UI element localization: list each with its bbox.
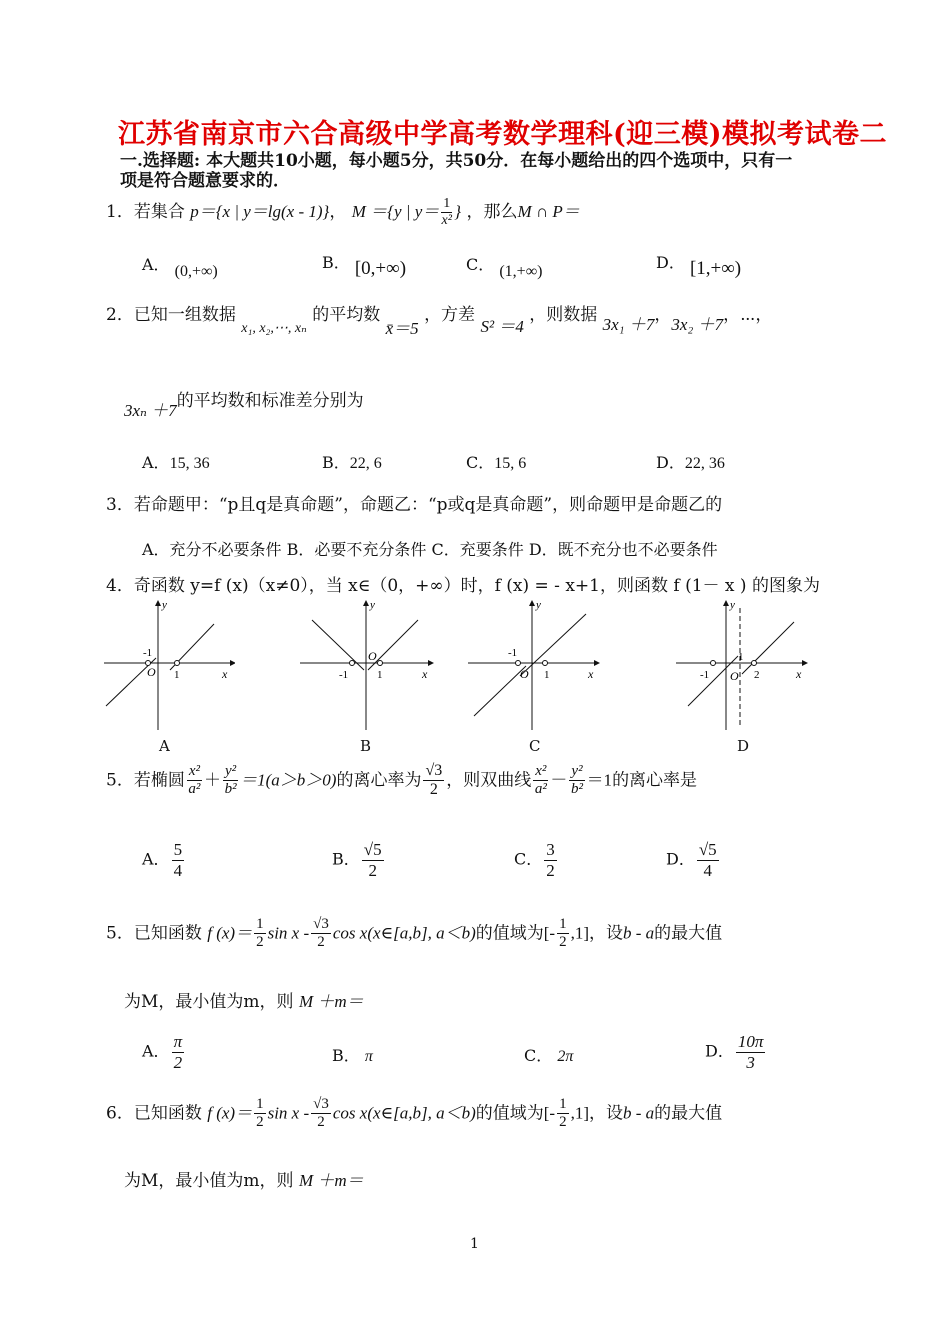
svg-text:y: y [370,599,375,611]
q5b-option-c: C． 2π [524,1046,574,1065]
q2-option-a: A．15, 36 [142,453,210,472]
question-3: 3．若命题甲：“p且q是真命题”，命题乙：“p或q是真命题”，则命题甲是命题乙的 [106,495,723,515]
graph-a-label: A [159,737,170,755]
svg-text:x: x [222,667,228,681]
svg-text:1: 1 [377,669,383,681]
svg-text:O: O [147,665,156,679]
svg-text:y: y [162,599,167,611]
svg-text:1: 1 [544,669,550,681]
svg-text:y: y [536,599,541,611]
question-4: 4．奇函数 y=f (x)（x≠0），当 x∈（0，+∞）时，f (x) = - x+1，则函数 f (1－ x ) 的图象为 [106,576,820,596]
question-1: 1．若集合 p＝{x | y＝lg(x - 1)}， M ＝{y | y＝ $\frac{1}{\text{x²}}$ } ，那么M ∩ P＝ [106,196,580,229]
question-6-line2: 为M，最小值为m，则 M ＋m＝ [124,1171,364,1191]
page-title: 江苏省南京市六合高级中学高考数学理科(迎三模)模拟考试卷二 [118,119,888,150]
graph-d-label: D [737,737,750,755]
svg-text:O: O [368,649,377,663]
q5b-option-a: A． $\frac{\pi}{2}$ [142,1032,183,1072]
svg-text:-1: -1 [143,647,153,659]
q5b-option-d: D． $\frac{10\pi}{3}$ [705,1032,764,1072]
q1-option-d: D． [1,+∞) [656,253,742,279]
q5b-option-b: B． π [332,1046,373,1065]
q5a-option-b: B． $\frac{√5}{2}$ [332,840,382,880]
question-2: 2．已知一组数据 $_{x_1, x_2,\cdots, x_n}$ 的平均数 x̄＝5 ，方差 S² ＝4 ，则数据 3x₁ ＋7，3x₂ ＋7，⋯， [106,305,773,338]
svg-text:-1: -1 [508,647,518,659]
q2-option-b: B．22, 6 [322,453,382,472]
svg-text:-1: -1 [339,669,349,681]
question-5-function: 5．已知函数 f (x)＝ $\frac{1}{2}$ sin x - $\frac{√3}{2}$ cos x(x∈[a,b], a＜b)的值域为[- $\frac{1}{2}$ ,1]，设b - a的最大值 [106,916,723,951]
svg-text:O: O [730,669,739,683]
svg-text:x: x [796,667,802,681]
question-5-ellipse: 5．若椭圆 $\frac{\text{x²}}{\text{a²}}$ ＋ $\frac{\text{y²}}{\text{b²}}$ ＝1(a＞b＞0)的离心率为 $\frac{√3}{2}$ ，则双曲线 $\frac{\text{x²}}{\text{a²}}$ － $\frac{\text{y²}}{\text{b²}}$ ＝1的离心率是 [106,762,698,799]
q5a-option-c: C． $\frac{3}{2}$ [514,840,555,880]
q2-option-d: D．22, 36 [656,453,725,472]
question-2-line2: 3xₙ ＋7的平均数和标准差分别为 [124,391,364,420]
q1-option-a: A． (0,+∞) [142,255,218,280]
q1-option-c: C． (1,+∞) [466,255,543,280]
q5a-option-a: A． $\frac{5}{4}$ [142,840,183,880]
svg-text:x: x [422,667,428,681]
question-6: 6．已知函数 f (x)＝ $\frac{1}{2}$ sin x - $\frac{√3}{2}$ cos x(x∈[a,b], a＜b)的值域为[- $\frac{1}{2}$ ,1]，设b - a的最大值 [106,1096,723,1131]
q1-option-b: B． [0,+∞) [322,253,407,279]
svg-text:y: y [730,599,735,611]
svg-text:1: 1 [738,651,744,663]
graph-c [464,598,604,733]
graph-c-label: C [529,737,541,755]
graph-b [296,598,436,733]
svg-text:-1: -1 [700,669,710,681]
svg-text:2: 2 [754,669,760,681]
graph-a [100,598,235,733]
q3-options: A．充分不必要条件 B．必要不充分条件 C．充要条件 D．既不充分也不必要条件 [142,540,718,559]
section-header-line1: 一.选择题: 本大题共10小题，每小题5分，共50分．在每小题给出的四个选项中，只有一 [120,151,793,171]
section-header-line2: 项是符合题意要求的． [120,171,290,191]
q5a-option-d: D． $\frac{√5}{4}$ [666,840,717,880]
graph-d [672,598,812,733]
question-5-function-line2: 为M，最小值为m，则 M ＋m＝ [124,992,364,1012]
svg-text:O: O [520,667,529,681]
svg-text:1: 1 [174,669,180,681]
q2-option-c: C．15, 6 [466,453,527,472]
graph-b-label: B [360,737,372,755]
svg-text:x: x [588,667,594,681]
page-number: 1 [470,1236,479,1252]
